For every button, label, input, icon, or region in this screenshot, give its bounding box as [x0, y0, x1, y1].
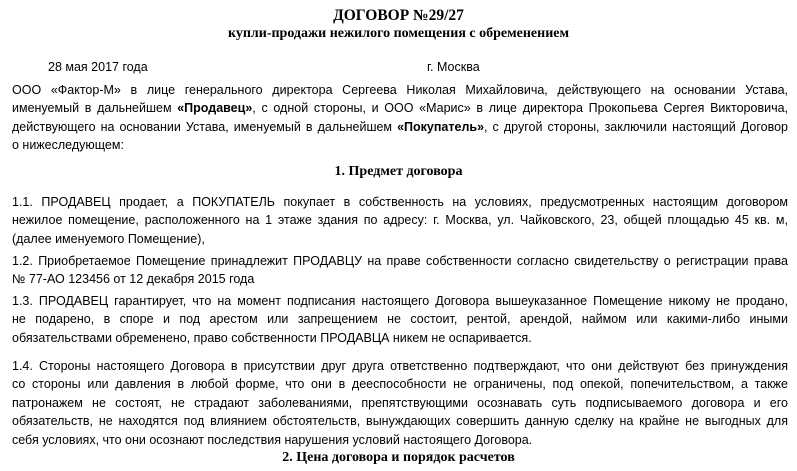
preamble-paragraph — [12, 81, 788, 155]
contract-city: г. Москва — [427, 60, 480, 74]
clause-line: (далее именуемого Помещение), — [12, 231, 205, 246]
clause-line: обязательствами обременено, право собственности ПРОДАВЦА никем не оспаривается. — [12, 330, 532, 345]
clause-line: 1.1. ПРОДАВЕЦ продает, а ПОКУПАТЕЛЬ покупает в собственность на условиях, предусмотренных настоящим договором — [12, 195, 788, 209]
party-term: «Покупатель» — [397, 119, 485, 134]
clause-line: обязательств, не находятся под влиянием обстоятельств, вынуждающих совершить данную сделку на крайне не выгодных для — [12, 414, 788, 429]
preamble-line: о нижеследующем: — [12, 138, 124, 153]
clause-1-2 — [12, 252, 788, 289]
section-heading-price: 2. Цена договора и порядок расчетов — [282, 450, 515, 465]
clause-line: № 77-АО 123456 от 12 декабря 2015 года — [12, 272, 255, 287]
preamble-line: действующего на основании Устава, именуемый в дальнейшем «Покупатель», с другой стороны, заключили настоящий Договор — [12, 119, 788, 134]
clause-line: 1.4. Стороны настоящего Договора в присутствии друг друга ответственно подтверждают, что они действуют без принуждения — [12, 359, 788, 373]
clause-1-4 — [12, 357, 788, 449]
preamble-line: именуемый в дальнейшем «Продавец», с одной стороны, и ООО «Марис» в лице директора Прокопьева Сергея Викторовича, — [12, 101, 788, 116]
clause-line: 1.3. ПРОДАВЕЦ гарантирует, что на момент подписания настоящего Договора вышеуказанное Помещение никому не продано, — [12, 294, 788, 308]
section-heading-subject: 1. Предмет договора — [334, 164, 463, 179]
clause-line: не подарено, в споре и под арестом или запрещением не состоит, рентой, арендой, наймом или какими-либо иными — [12, 312, 788, 327]
document-title: ДОГОВОР №29/27 — [333, 7, 464, 24]
clause-line: 1.2. Приобретаемое Помещение принадлежит ПРОДАВЦУ на праве собственности согласно свидетельству о регистрации права — [12, 254, 788, 268]
clause-line: себя условиях, что они осознают последствия нарушения условий настоящего Договора. — [12, 432, 533, 447]
clause-1-3 — [12, 292, 788, 347]
party-term: «Продавец» — [177, 101, 253, 116]
document-subtitle: купли-продажи нежилого помещения с обременением — [227, 26, 570, 41]
clause-line: патронажем не состоят, не страдают заболеваниями, препятствующими осознавать суть подписываемого договора и его — [12, 395, 788, 410]
preamble-line: ООО «Фактор-М» в лице генерального директора Сергеева Николая Михайловича, действующего на основании Устава, — [12, 83, 788, 97]
clause-line: со стороны или давления в любой форме, что они в дееспособности не ограничены, под опекой, попечительством, а также — [12, 377, 788, 392]
clause-1-1 — [12, 193, 788, 248]
clause-line: нежилое помещение, расположенного на 1 этаже здания по адресу: г. Москва, ул. Чайковского, 23, общей площадью 45 кв. м, — [12, 213, 788, 228]
contract-date: 28 мая 2017 года — [48, 60, 148, 74]
